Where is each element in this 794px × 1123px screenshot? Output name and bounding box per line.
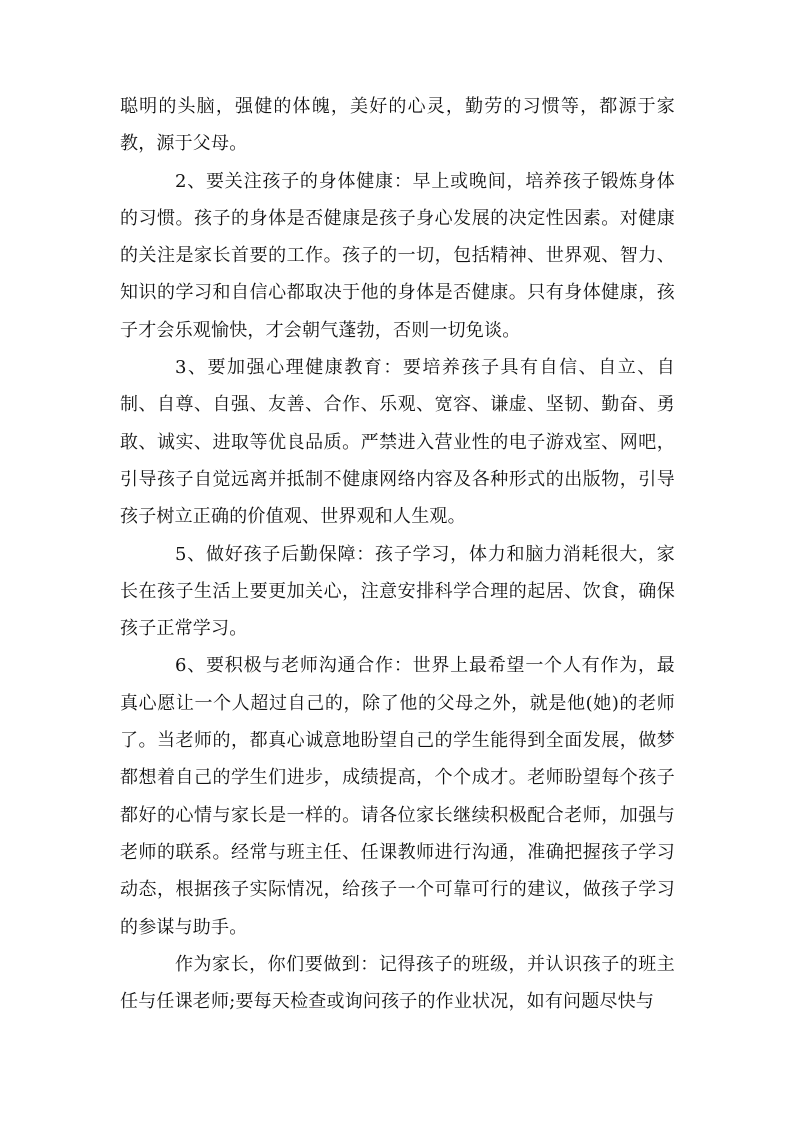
- paragraph-logistics: 5、做好孩子后勤保障：孩子学习，体力和脑力消耗很大，家长在孩子生活上要更加关心，注意安排科学合理的起居、饮食，确保孩子正常学习。: [120, 543, 675, 640]
- paragraph-parent-duties: 作为家长，你们要做到：记得孩子的班级，并认识孩子的班主任与任课老师;要每天检查或询问孩子的作业状况，如有问题尽快与: [120, 953, 675, 1013]
- paragraph-intro-continuation: 聪明的头脑，强健的体魄，美好的心灵，勤劳的习惯等，都源于家教，源于父母。: [120, 96, 675, 155]
- paragraph-mental-health: 3、要加强心理健康教育：要培养孩子具有自信、自立、自制、自尊、自强、友善、合作、乐观、宽容、谦虚、坚韧、勤奋、勇敢、诚实、进取等优良品质。严禁进入营业性的电子游戏室、网吧，引导孩子自觉远离并抵制不健康网络内容及各种形式的出版物，引导孩子树立正确的价值观、世界观和人生观。: [120, 357, 675, 528]
- paragraph-teacher-communication: 6、要积极与老师沟通合作：世界上最希望一个人有作为，最真心愿让一个人超过自己的，除了他的父母之外，就是他(她)的老师了。当老师的，都真心诚意地盼望自己的学生能得到全面发展，做梦都想着自己的学生们进步，成绩提高，个个成才。老师盼望每个孩子都好的心情与家长是一样的。请各位家长继续积极配合老师，加强与老师的联系。经常与班主任、任课教师进行沟通，准确把握孩子学习动态，根据孩子实际情况，给孩子一个可靠可行的建议，做孩子学习的参谋与助手。: [120, 655, 675, 938]
- document-body: [120, 88, 675, 1020]
- paragraph-physical-health: 2、要关注孩子的身体健康：早上或晚间，培养孩子锻炼身体的习惯。孩子的身体是否健康是孩子身心发展的决定性因素。对健康的关注是家长首要的工作。孩子的一切，包括精神、世界观、智力、知识的学习和自信心都取决于他的身体是否健康。只有身体健康，孩子才会乐观愉快，才会朝气蓬勃，否则一切免谈。: [120, 170, 675, 341]
